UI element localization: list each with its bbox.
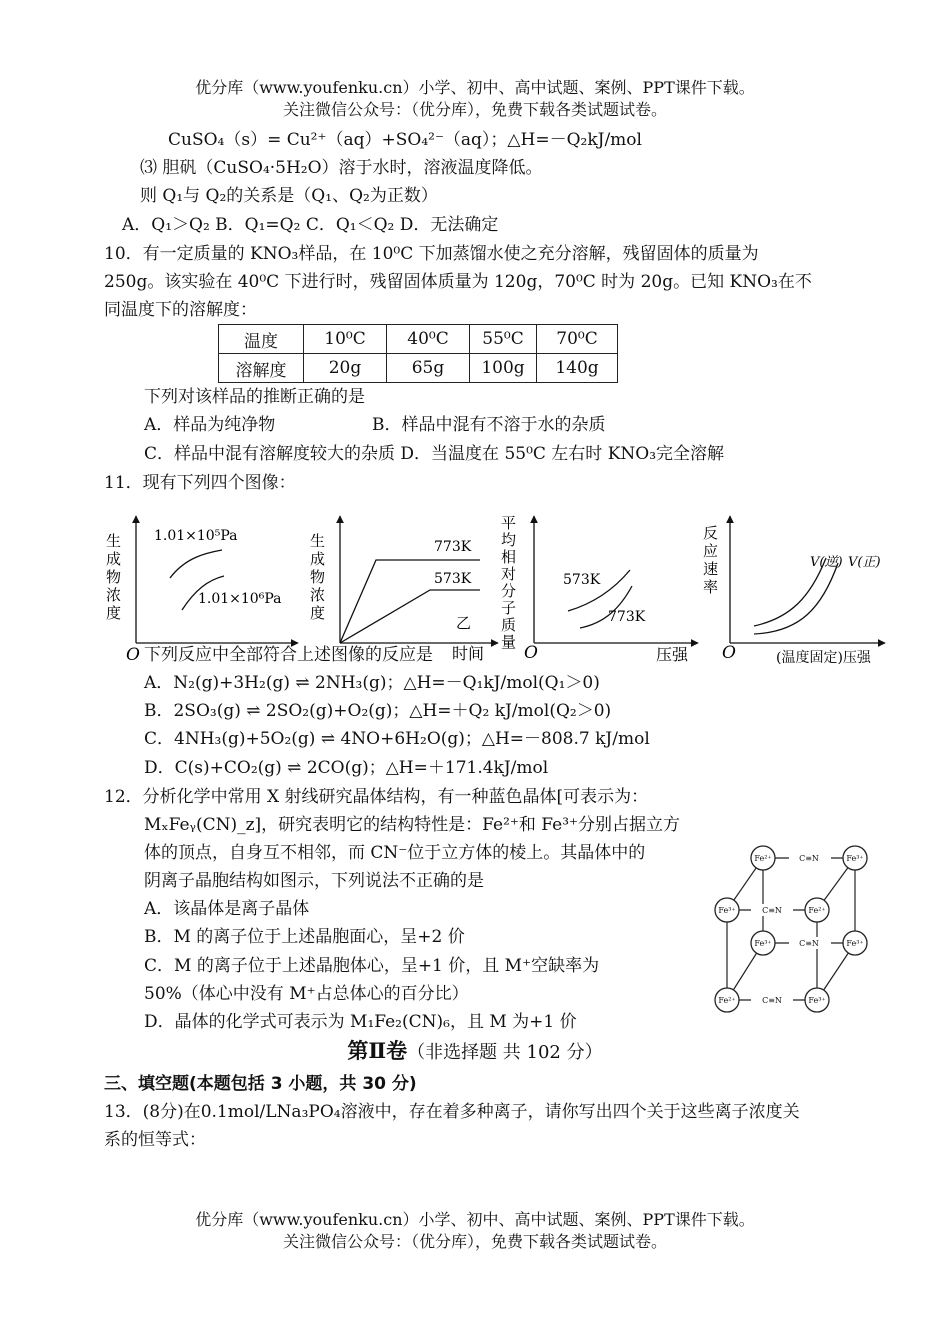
origin-label: O [524, 643, 538, 663]
table-cell: 10⁰C [304, 325, 387, 354]
fe3-label: Fe³⁺ [754, 939, 772, 948]
origin-label: O [722, 643, 736, 663]
curve-2-label: 573K [434, 571, 472, 587]
q10-line-1: 10．有一定质量的 KNO₃样品，在 10⁰C 下加蒸馏水使之充分溶解，残留固体的质量为 [104, 244, 759, 264]
q12-option-a: A．该晶体是离子晶体 [144, 899, 310, 919]
footer-line-2: 关注微信公众号：（优分库），免费下载各类试题试卷。 [282, 1232, 667, 1251]
q12-option-b: B．M 的离子位于上述晶胞面心，呈+2 价 [144, 927, 465, 947]
v-forward-label: V(正) [848, 555, 881, 570]
table-cell: 40⁰C [387, 325, 470, 354]
q12-line-1: 12．分析化学中常用 X 射线研究晶体结构，有一种蓝色晶体[可表示为： [104, 787, 649, 807]
solubility-table [218, 324, 618, 383]
table-cell: 100g [470, 354, 537, 383]
fe3-label: Fe³⁺ [808, 996, 826, 1005]
graph-3 [501, 514, 698, 664]
q10-line-3: 同温度下的溶解度： [104, 300, 257, 320]
table-cell: 65g [387, 354, 470, 383]
curve-2-label: 1.01×10⁶Pa [198, 591, 282, 607]
table-cell: 溶解度 [219, 354, 304, 383]
q10-option-cd: C．样品中混有溶解度较大的杂质 D．当温度在 55⁰C 左右时 KNO₃完全溶解 [144, 444, 725, 464]
cn-label: C≡N [799, 854, 819, 863]
table-cell: 140g [537, 354, 618, 383]
origin-label: O [126, 645, 140, 665]
table-cell: 20g [304, 354, 387, 383]
q13-line-2: 系的恒等式： [104, 1130, 206, 1150]
q11-option-d: D．C(s)+CO₂(g) ⇌ 2CO(g)；△H=＋171.4kJ/mol [144, 758, 549, 778]
table-row [219, 325, 618, 354]
q9-equation: CuSO₄（s）= Cu²⁺（aq）+SO₄²⁻（aq）；△H=－Q₂kJ/mol [168, 130, 642, 150]
curve-1-label: 773K [434, 539, 472, 555]
q12-line-3: 体的顶点，自身互不相邻，而 CN⁻位于立方体的棱上。其晶体中的 [144, 843, 646, 863]
header-line-2: 关注微信公众号：（优分库），免费下载各类试题试卷。 [282, 100, 667, 119]
graph-4 [703, 516, 885, 666]
cn-label: C≡N [762, 906, 782, 915]
curve-1-label: 1.01×10⁵Pa [154, 528, 238, 544]
header-line-1: 优分库（www.youfenku.cn）小学、初中、高中试题、案例、PPT课件下载。 [195, 78, 755, 97]
q10-question: 下列对该样品的推断正确的是 [144, 387, 365, 407]
table-cell: 70⁰C [537, 325, 618, 354]
x-label: 时间 [452, 644, 485, 663]
x-label: (温度固定)压强 [776, 650, 871, 666]
q10-option-b: B．样品中混有不溶于水的杂质 [372, 415, 606, 435]
q12-option-c-line-2: 50%（体心中没有 M⁺占总体心的百分比） [144, 984, 469, 1004]
table-row [219, 354, 618, 383]
q11-option-c: C．4NH₃(g)+5O₂(g) ⇌ 4NO+6H₂O(g)；△H=－808.7 kJ/mol [144, 729, 650, 749]
part-2-heading [0, 1039, 950, 1065]
y-label: 生成物浓度 [106, 532, 122, 622]
table-cell: 55⁰C [470, 325, 537, 354]
v-reverse-label: V(逆) [810, 555, 843, 570]
footer-line-1: 优分库（www.youfenku.cn）小学、初中、高中试题、案例、PPT课件下载。 [195, 1210, 755, 1229]
fe3-label: Fe³⁺ [846, 939, 864, 948]
fe2-label: Fe²⁺ [808, 906, 826, 915]
fe3-label: Fe³⁺ [718, 906, 736, 915]
q12-line-4: 阴离子晶胞结构如图示，下列说法不正确的是 [144, 871, 484, 891]
curve-1 [170, 550, 222, 578]
part-2-title: 第Ⅱ卷 [347, 1038, 408, 1063]
curve-v-forward [754, 563, 838, 634]
table-cell: 温度 [219, 325, 304, 354]
q12-option-c-line-1: C．M 的离子位于上述晶胞体心，呈+1 价，且 M⁺空缺率为 [144, 956, 600, 976]
q11-option-a: A．N₂(g)+3H₂(g) ⇌ 2NH₃(g)；△H=－Q₁kJ/mol(Q₁＞0) [144, 673, 600, 693]
crystal-cell-figure [705, 838, 885, 1023]
q9-options: A．Q₁＞Q₂ B．Q₁=Q₂ C．Q₁＜Q₂ D．无法确定 [122, 215, 499, 235]
q11-question: 下列反应中全部符合上述图像的反应是 [144, 645, 433, 665]
cn-label: C≡N [799, 939, 819, 948]
q11-option-b: B．2SO₃(g) ⇌ 2SO₂(g)+O₂(g)；△H=＋Q₂ kJ/mol(Q₂＞0) [144, 701, 612, 721]
graph-2 [310, 516, 498, 663]
x-label: 压强 [656, 645, 689, 664]
cn-label: C≡N [762, 996, 782, 1005]
y-label: 反应速率 [703, 524, 719, 596]
q9-question: 则 Q₁与 Q₂的关系是（Q₁、Q₂为正数） [140, 186, 438, 206]
q10-option-a: A．样品为纯净物 [144, 415, 276, 435]
part-2-subtitle: （非选择题 共 102 分） [407, 1042, 603, 1063]
q10-line-2: 250g。该实验在 40⁰C 下进行时，残留固体质量为 120g，70⁰C 时为 20g。已知 KNO₃在不 [104, 272, 812, 292]
y-label: 生成物浓度 [310, 532, 326, 622]
curve-1-label: 573K [563, 572, 601, 588]
q13-line-1: 13．(8分)在0.1mol/LNa₃PO₄溶液中，存在着多种离子，请你写出四个关于这些离子浓度关 [104, 1102, 800, 1122]
fe2-label: Fe²⁺ [754, 854, 772, 863]
graph-tag: 乙 [456, 614, 472, 632]
fe2-label: Fe²⁺ [718, 996, 736, 1005]
curve-2-label: 773K [608, 609, 646, 625]
q11-title: 11．现有下列四个图像： [104, 473, 296, 493]
q12-line-2: MₓFeᵧ(CN)_z]，研究表明它的结构特性是：Fe²⁺和 Fe³⁺分别占据立方 [144, 815, 681, 835]
section-3-title: 三、填空题(本题包括 3 小题，共 30 分) [104, 1074, 417, 1094]
q9-note: ⑶ 胆矾（CuSO₄·5H₂O）溶于水时，溶液温度降低。 [140, 158, 543, 178]
y-label: 平均相对分子质量 [501, 514, 517, 651]
q12-option-d: D．晶体的化学式可表示为 M₁Fe₂(CN)₆，且 M 为+1 价 [144, 1012, 577, 1032]
fe3-label: Fe³⁺ [846, 854, 864, 863]
